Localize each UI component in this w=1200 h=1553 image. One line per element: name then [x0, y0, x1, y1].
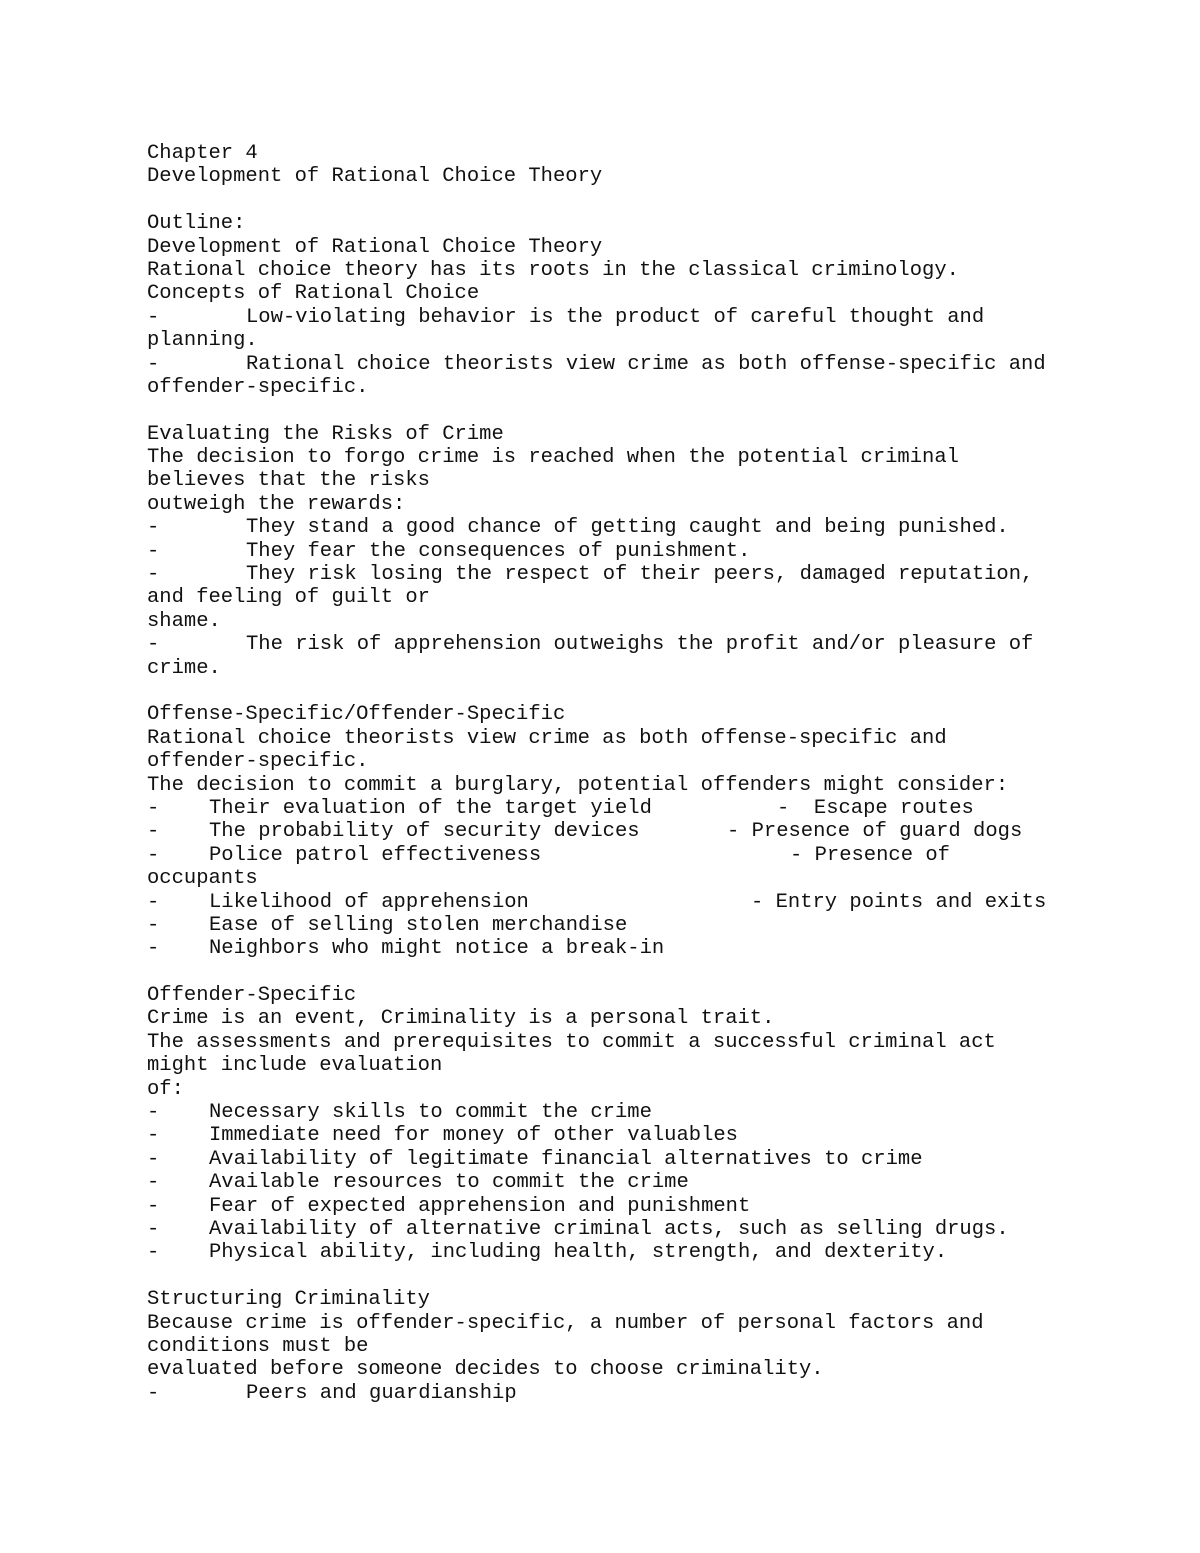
- text-line: [147, 633, 1157, 656]
- text-segment: outweigh the rewards:: [147, 492, 406, 516]
- text-segment: believes that the risks: [147, 469, 430, 493]
- text-line: [147, 142, 1157, 165]
- text-segment: Availability of alternative criminal acts, such as selling drugs.: [209, 1217, 1009, 1241]
- text-line: [147, 540, 1157, 563]
- text-segment: crime.: [147, 656, 221, 680]
- text-segment: Their evaluation of the target yield: [209, 796, 652, 820]
- text-segment: Concepts of Rational Choice: [147, 282, 480, 306]
- text-segment: They fear the consequences of punishment.: [246, 539, 751, 563]
- bullet-dash: -: [147, 305, 160, 329]
- text-segment: Immediate need for money of other valuables: [209, 1124, 738, 1148]
- text-segment: - Presence of: [790, 843, 950, 867]
- blank-line: [147, 961, 1157, 984]
- text-segment: - Escape routes: [777, 796, 974, 820]
- text-line: [147, 750, 1157, 773]
- text-segment: Rational choice theorists view crime as both offense-specific and: [246, 352, 1046, 376]
- text-segment: Low-violating behavior is the product of careful thought and: [246, 305, 985, 329]
- text-segment: They stand a good chance of getting caught and being punished.: [246, 516, 1009, 540]
- blank-line: [147, 399, 1157, 422]
- text-line: [147, 891, 1157, 914]
- text-line: [147, 703, 1157, 726]
- text-line: [147, 1358, 1157, 1381]
- text-segment: conditions must be: [147, 1334, 369, 1358]
- text-line: [147, 1335, 1157, 1358]
- text-segment: offender-specific.: [147, 750, 369, 774]
- text-line: [147, 1124, 1157, 1147]
- bullet-dash: -: [147, 1124, 160, 1148]
- bullet-dash: -: [147, 563, 160, 587]
- text-line: [147, 914, 1157, 937]
- text-line: [147, 493, 1157, 516]
- text-line: [147, 282, 1157, 305]
- bullet-dash: -: [147, 937, 160, 961]
- text-segment: Police patrol effectiveness: [209, 843, 542, 867]
- text-line: [147, 516, 1157, 539]
- text-segment: - Presence of guard dogs: [727, 820, 1023, 844]
- bullet-dash: -: [147, 1171, 160, 1195]
- text-segment: The risk of apprehension outweighs the profit and/or pleasure of: [246, 633, 1034, 657]
- text-segment: Structuring Criminality: [147, 1288, 430, 1312]
- text-segment: Chapter 4: [147, 142, 258, 165]
- text-segment: planning.: [147, 329, 258, 353]
- text-line: [147, 446, 1157, 469]
- text-segment: evaluated before someone decides to choose criminality.: [147, 1358, 824, 1382]
- text-segment: Available resources to commit the crime: [209, 1171, 689, 1195]
- text-segment: of:: [147, 1077, 184, 1101]
- text-segment: Necessary skills to commit the crime: [209, 1101, 652, 1125]
- bullet-dash: -: [147, 352, 160, 376]
- text-line: [147, 1148, 1157, 1171]
- bullet-dash: -: [147, 1217, 160, 1241]
- bullet-dash: -: [147, 516, 160, 540]
- text-segment: Offense-Specific/Offender-Specific: [147, 703, 566, 727]
- text-segment: - Entry points and exits: [751, 890, 1047, 914]
- text-line: [147, 984, 1157, 1007]
- text-line: [147, 820, 1157, 843]
- text-segment: Development of Rational Choice Theory: [147, 235, 603, 259]
- text-line: [147, 423, 1157, 446]
- text-line: [147, 774, 1157, 797]
- bullet-dash: -: [147, 820, 160, 844]
- text-line: [147, 1241, 1157, 1264]
- bullet-dash: -: [147, 913, 160, 937]
- text-segment: They risk losing the respect of their peers, damaged reputation,: [246, 563, 1034, 587]
- text-segment: The probability of security devices: [209, 820, 640, 844]
- bullet-dash: -: [147, 633, 160, 657]
- bullet-dash: -: [147, 539, 160, 563]
- text-segment: Crime is an event, Criminality is a personal trait.: [147, 1007, 775, 1031]
- text-segment: Evaluating the Risks of Crime: [147, 422, 504, 446]
- blank-line: [147, 189, 1157, 212]
- text-segment: Offender-Specific: [147, 984, 357, 1008]
- text-line: [147, 353, 1157, 376]
- text-line: [147, 1007, 1157, 1030]
- text-segment: Physical ability, including health, strength, and dexterity.: [209, 1241, 948, 1265]
- text-line: [147, 1054, 1157, 1077]
- text-line: [147, 376, 1157, 399]
- text-segment: The assessments and prerequisites to commit a successful criminal act: [147, 1030, 996, 1054]
- text-line: [147, 797, 1157, 820]
- text-line: [147, 844, 1157, 867]
- text-segment: Outline:: [147, 212, 246, 236]
- document-page: [147, 142, 1157, 1405]
- bullet-dash: -: [147, 843, 160, 867]
- text-line: [147, 165, 1157, 188]
- text-line: [147, 727, 1157, 750]
- text-segment: offender-specific.: [147, 375, 369, 399]
- text-segment: occupants: [147, 867, 258, 891]
- text-line: [147, 259, 1157, 282]
- text-line: [147, 937, 1157, 960]
- text-segment: Rational choice theorists view crime as both offense-specific and: [147, 726, 947, 750]
- text-line: [147, 1171, 1157, 1194]
- text-line: [147, 1288, 1157, 1311]
- text-line: [147, 1195, 1157, 1218]
- bullet-dash: -: [147, 1194, 160, 1218]
- text-segment: might include evaluation: [147, 1054, 443, 1078]
- blank-line: [147, 680, 1157, 703]
- text-line: [147, 1031, 1157, 1054]
- bullet-dash: -: [147, 796, 160, 820]
- bullet-dash: -: [147, 1101, 160, 1125]
- text-segment: Likelihood of apprehension: [209, 890, 529, 914]
- text-line: [147, 586, 1157, 609]
- text-segment: and feeling of guilt or: [147, 586, 430, 610]
- text-line: [147, 1312, 1157, 1335]
- bullet-dash: -: [147, 1381, 160, 1405]
- text-line: [147, 1382, 1157, 1405]
- text-segment: Peers and guardianship: [246, 1381, 517, 1405]
- text-segment: The decision to commit a burglary, potential offenders might consider:: [147, 773, 1009, 797]
- text-segment: The decision to forgo crime is reached when the potential criminal: [147, 446, 959, 470]
- text-line: [147, 329, 1157, 352]
- text-segment: Because crime is offender-specific, a number of personal factors and: [147, 1311, 984, 1335]
- bullet-dash: -: [147, 890, 160, 914]
- bullet-dash: -: [147, 1241, 160, 1265]
- text-segment: Ease of selling stolen merchandise: [209, 913, 628, 937]
- text-segment: Availability of legitimate financial alternatives to crime: [209, 1147, 923, 1171]
- text-line: [147, 236, 1157, 259]
- text-segment: Rational choice theory has its roots in the classical criminology.: [147, 258, 959, 282]
- text-line: [147, 1101, 1157, 1124]
- text-line: [147, 469, 1157, 492]
- text-line: [147, 563, 1157, 586]
- text-segment: Development of Rational Choice Theory: [147, 165, 603, 189]
- text-line: [147, 306, 1157, 329]
- text-line: [147, 212, 1157, 235]
- text-segment: shame.: [147, 609, 221, 633]
- blank-line: [147, 1265, 1157, 1288]
- text-line: [147, 867, 1157, 890]
- text-line: [147, 1078, 1157, 1101]
- text-line: [147, 1218, 1157, 1241]
- bullet-dash: -: [147, 1147, 160, 1171]
- text-line: [147, 657, 1157, 680]
- text-segment: Neighbors who might notice a break-in: [209, 937, 665, 961]
- text-line: [147, 610, 1157, 633]
- text-segment: Fear of expected apprehension and punishment: [209, 1194, 751, 1218]
